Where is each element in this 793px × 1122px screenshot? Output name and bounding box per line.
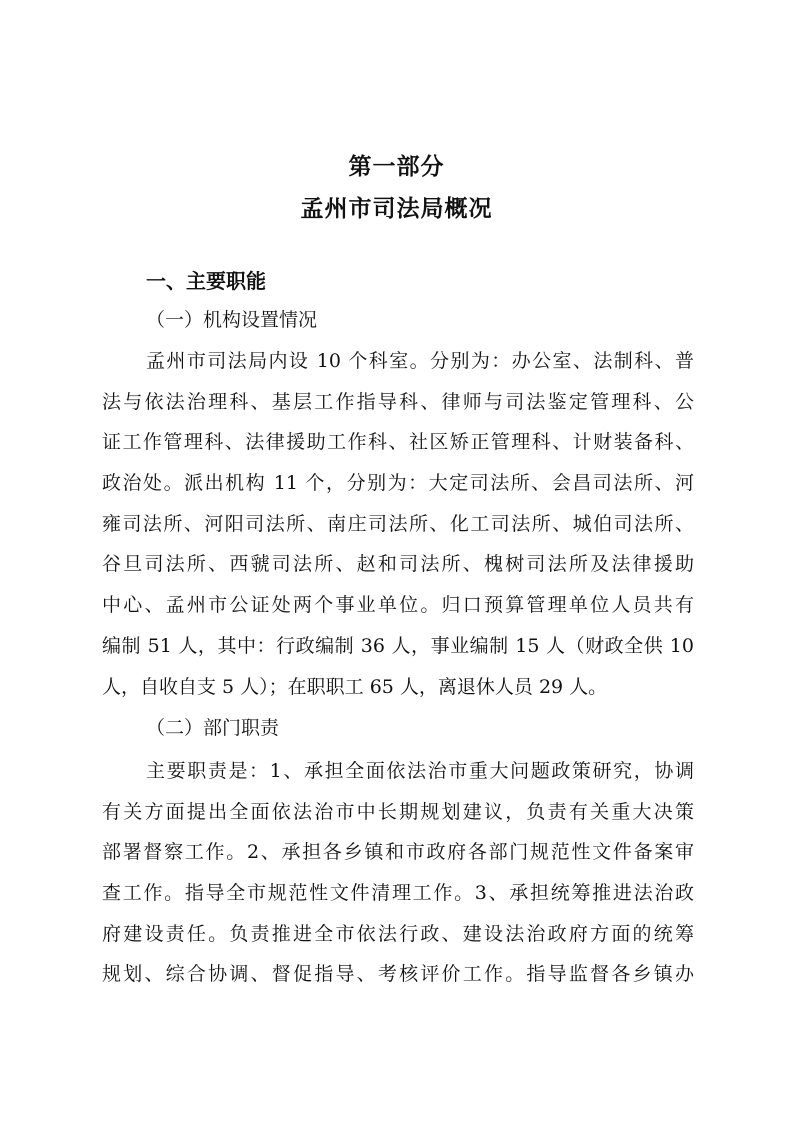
paragraph-line: 规划、综合协调、督促指导、考核评价工作。指导监督各乡镇办 [102,963,694,986]
paragraph-duties [102,751,694,995]
paragraph-line: 编制 51 人，其中：行政编制 36 人，事业编制 15 人（财政全供 10 [102,634,694,657]
section-heading: 一、主要职能 [146,269,266,293]
paragraph-line: 府建设责任。负责推进全市依法行政、建设法治政府方面的统筹 [102,922,694,945]
paragraph-line: 查工作。指导全市规范性文件清理工作。3、承担统筹推进法治政 [102,882,694,905]
paragraph-line: 雍司法所、河阳司法所、南庄司法所、化工司法所、城伯司法所、 [102,512,694,535]
paragraph-line: 部署督察工作。2、承担各乡镇和市政府各部门规范性文件备案审 [102,841,694,864]
subsection-heading-duties: （二）部门职责 [146,717,280,739]
paragraph-org-setup [102,341,694,707]
paragraph-line: 证工作管理科、法律援助工作科、社区矫正管理科、计财装备科、 [102,431,694,454]
paragraph-line: 孟州市司法局内设 10 个科室。分别为：办公室、法制科、普 [146,350,694,372]
paragraph-line: 有关方面提出全面依法治市中长期规划建议，负责有关重大决策 [102,800,694,823]
paragraph-line: 法与依法治理科、基层工作指导科、律师与司法鉴定管理科、公 [102,390,694,413]
page-title: 孟州市司法局概况 [300,196,493,222]
paragraph-line: 中心、孟州市公证处两个事业单位。归口预算管理单位人员共有 [102,594,694,617]
paragraph-line: 谷旦司法所、西虢司法所、赵和司法所、槐树司法所及法律援助 [102,553,694,576]
part-title: 第一部分 [348,154,445,180]
paragraph-line: 人，自收自支 5 人）；在职职工 65 人，离退休人员 29 人。 [102,675,608,698]
subsection-heading-org: （一）机构设置情况 [146,309,318,331]
paragraph-line: 政治处。派出机构 11 个，分别为：大定司法所、会昌司法所、河 [102,472,694,495]
paragraph-line: 主要职责是：1、承担全面依法治市重大问题政策研究，协调 [146,760,694,782]
